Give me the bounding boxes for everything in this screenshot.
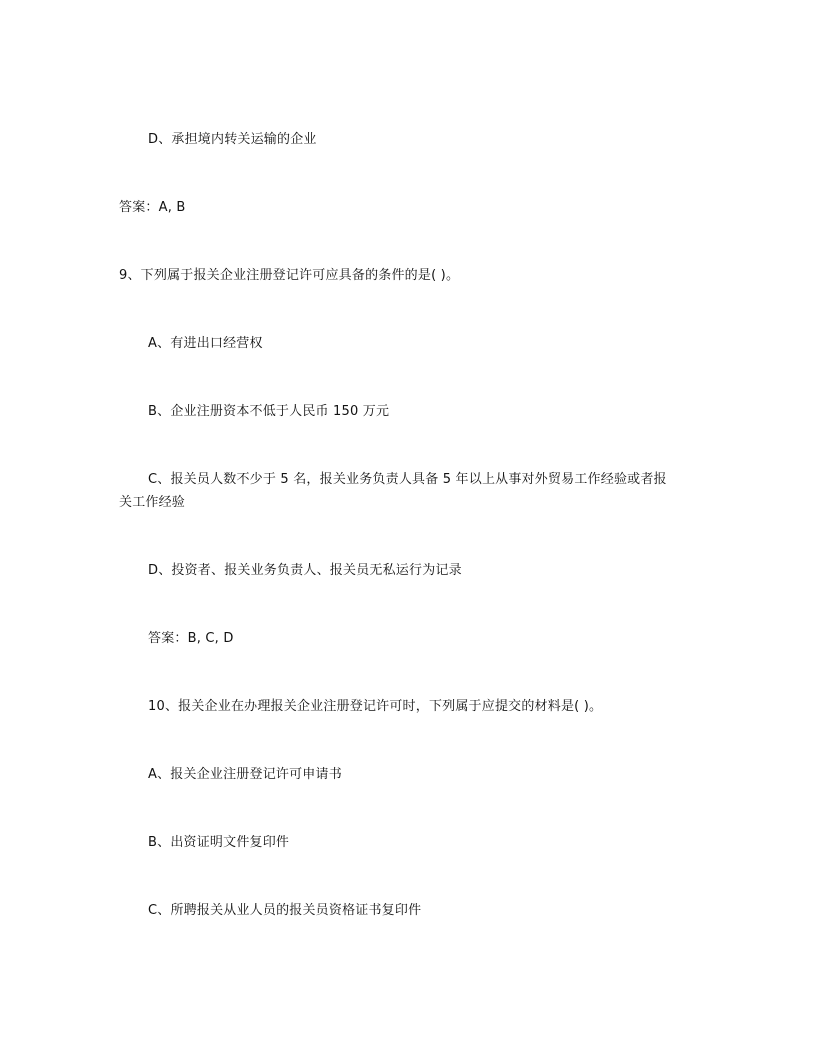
question-9: 9、下列属于报关企业注册登记许可应具备的条件的是( )。: [119, 268, 460, 283]
option-a-q10: A、报关企业注册登记许可申请书: [148, 767, 342, 782]
option-b-q9: B、企业注册资本不低于人民币 150 万元: [148, 404, 390, 419]
option-d-q9: D、投资者、报关业务负责人、报关员无私运行为记录: [148, 563, 462, 578]
question-10: 10、报关企业在办理报关企业注册登记许可时，下列属于应提交的材料是( )。: [148, 699, 603, 714]
option-b-q10: B、出资证明文件复印件: [148, 835, 290, 850]
answer-q8: 答案：A, B: [119, 200, 186, 215]
option-d-q8: D、承担境内转关运输的企业: [148, 132, 317, 147]
option-a-q9: A、有进出口经营权: [148, 336, 263, 351]
option-c-q9-line1: C、报关员人数不少于 5 名，报关业务负责人具备 5 年以上从事对外贸易工作经验或者报: [148, 472, 667, 487]
answer-q9: 答案：B, C, D: [148, 631, 234, 646]
option-c-q9-line2: 关工作经验: [119, 495, 186, 510]
option-c-q10: C、所聘报关从业人员的报关员资格证书复印件: [148, 903, 422, 918]
